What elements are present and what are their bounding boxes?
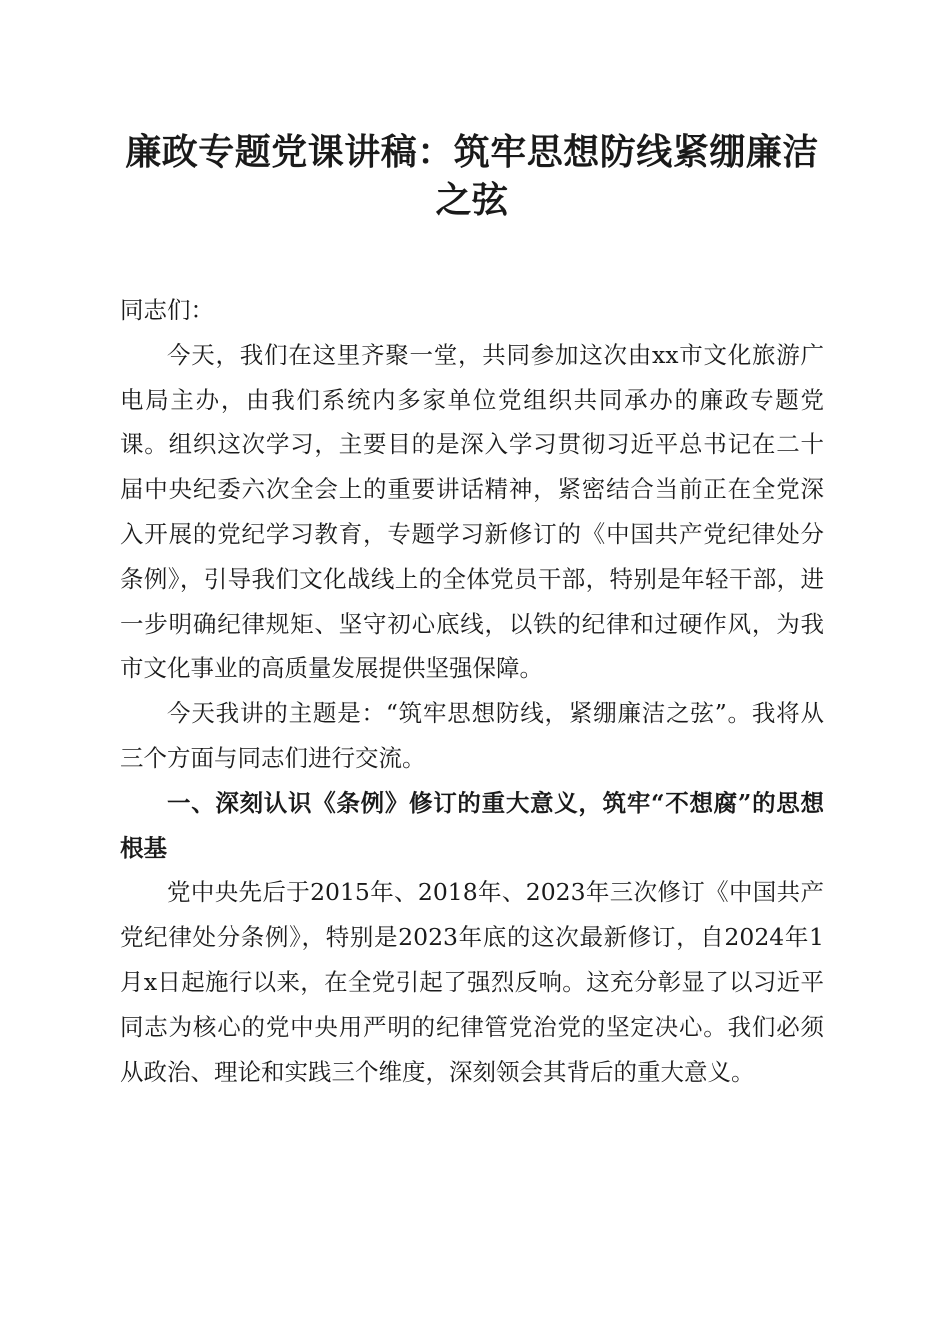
document-body bbox=[120, 288, 824, 1094]
theme-paragraph: 今天我讲的主题是：“筑牢思想防线，紧绷廉洁之弦”。我将从三个方面与同志们进行交流。 bbox=[120, 699, 824, 772]
salutation: 同志们： bbox=[120, 296, 214, 324]
section-heading-1: 一、深刻认识《条例》修订的重大意义，筑牢“不想腐”的思想根基 bbox=[120, 788, 824, 862]
section-1-paragraph: 党中央先后于2015年、2018年、2023年三次修订《中国共产党纪律处分条例》，特别是2023年底的这次最新修订，自2024年1月x日起施行以来，在全党引起了强烈反响。这充分彰显了以习近平同志为核心的党中央用严明的纪律管党治党的坚定决心。我们必须从政治、理论和实践三个维度，深刻领会其背后的重大意义。 bbox=[120, 878, 824, 1086]
document-title: 廉政专题党课讲稿：筑牢思想防线紧绷廉洁之弦 bbox=[125, 131, 819, 221]
intro-paragraph: 今天，我们在这里齐聚一堂，共同参加这次由xx市文化旅游广电局主办，由我们系统内多家单位党组织共同承办的廉政专题党课。组织这次学习，主要目的是深入学习贯彻习近平总书记在二十届中央纪委六次全会上的重要讲话精神，紧密结合当前正在全党深入开展的党纪学习教育，专题学习新修订的《中国共产党纪律处分条例》，引导我们文化战线上的全体党员干部，特别是年轻干部，进一步明确纪律规矩、坚守初心底线，以铁的纪律和过硬作风，为我市文化事业的高质量发展提供坚强保障。 bbox=[120, 340, 824, 683]
